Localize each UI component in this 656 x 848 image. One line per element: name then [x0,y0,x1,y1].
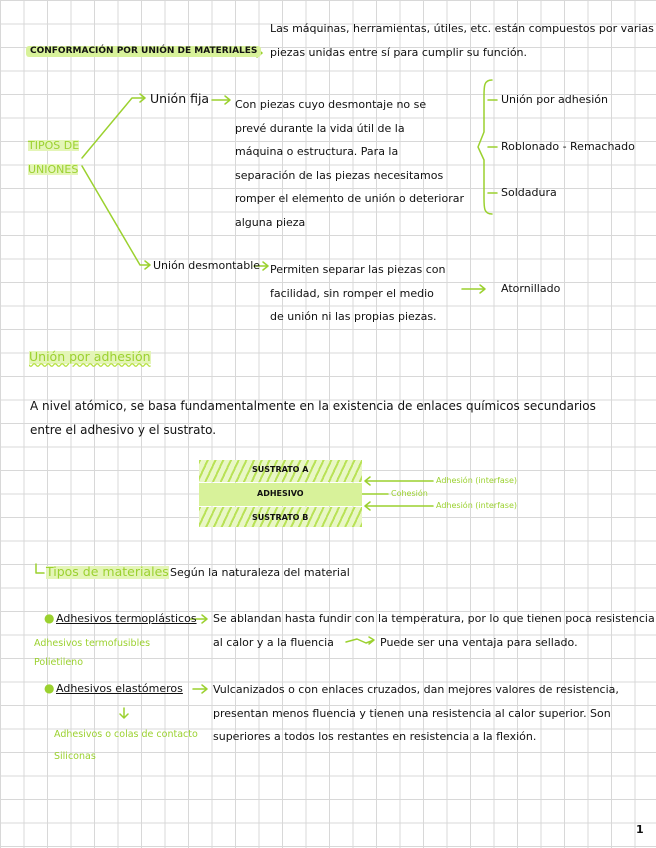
union-fija-description [235,93,464,234]
union-desmontable-label: Unión desmontable [153,259,261,272]
desmontable-desc-line: facilidad, sin romper el medio [270,286,434,300]
bullet-dot-icon: ● [44,681,55,695]
union-fija-label: Unión fija [150,91,210,106]
section-heading-adhesion: Unión por adhesión [29,349,151,364]
fija-desc-line: separación de las piezas necesitamos [235,168,444,182]
section-heading-tipos-materiales: Tipos de materiales [46,564,169,579]
page-number: 1 [636,823,644,836]
termoplasticos-desc-line-1: Se ablandan hasta fundir con la temperatura, por lo que tienen poca resistencia [213,612,655,625]
fija-type-soldadura: Soldadura [501,186,557,199]
section-heading-conformacion: CONFORMACIÓN POR UNIÓN DE MATERIALES [26,46,261,57]
fija-desc-line: romper el elemento de unión o deteriorar [235,192,464,205]
termoplasticos-example: Polietileno [34,657,84,668]
fija-desc-line: máquina o estructura. Para la [235,145,399,158]
termoplasticos-label: Adhesivos termoplásticos [56,612,197,625]
fija-type-roblonado: Roblonado - Remachado [501,140,635,153]
intro-line-1: Las máquinas, herramientas, útiles, etc. están compuestos por varias [270,22,654,35]
fija-type-adhesion: Unión por adhesión [501,93,608,106]
adhesion-interfase-bottom-label: Adhesión (interfase) [436,501,517,510]
elastomeros-desc-line: Vulcanizados o con enlaces cruzados, dan mejores valores de resistencia, [213,683,619,696]
elastomeros-label: Adhesivos elastómeros [56,682,183,695]
termoplasticos-note [380,637,578,648]
desmontable-desc-line: de unión ni las propias piezas. [270,310,437,323]
tipos-label-line-2: UNIONES [28,163,79,176]
tipos-label-line-1: TIPOS DE [28,139,80,152]
sustrato-a-label: SUSTRATO A [252,465,309,474]
bullet-dot-icon: ● [44,611,55,625]
cohesion-label: Cohesión [391,489,428,498]
sustrato-b-label: SUSTRATO B [252,513,309,522]
fija-desc-line: prevé durante la vida útil de la [235,121,405,135]
adhesivo-label: ADHESIVO [257,489,304,498]
adhesion-paragraph-line-2: entre el adhesivo y el sustrato. [30,423,217,437]
elastomeros-desc-line: superiores a todos los restantes en resistencia a la flexión. [213,730,537,743]
adhesion-paragraph-line-1: A nivel atómico, se basa fundamentalmente en la existencia de enlaces químicos secundarios [30,399,596,413]
elastomeros-example: Adhesivos o colas de contacto [54,729,198,740]
adhesion-interfase-top-label: Adhesión (interfase) [436,476,517,485]
desmontable-type-atornillado: Atornillado [501,282,561,295]
elastomeros-example: Siliconas [54,751,96,762]
elastomeros-desc-line: presentan menos fluencia y tienen una resistencia al calor superior. Son [213,706,611,720]
fija-desc-line: alguna pieza [235,215,306,229]
termoplasticos-example: Adhesivos termofusibles [34,638,151,649]
intro-line-2: piezas unidas entre sí para cumplir su función. [270,46,528,59]
desmontable-desc-line: Permiten separar las piezas con [270,263,446,276]
termoplasticos-desc-line-2: al calor y a la fluencia [213,636,334,649]
fija-desc-line: Con piezas cuyo desmontaje no se [235,98,427,111]
tipos-materiales-subtitle: Según la naturaleza del material [170,566,350,579]
union-desmontable-description [270,258,445,329]
termoplasticos-note-text: Puede ser una ventaja para sellado. [380,636,578,649]
elastomeros-description [213,678,619,749]
